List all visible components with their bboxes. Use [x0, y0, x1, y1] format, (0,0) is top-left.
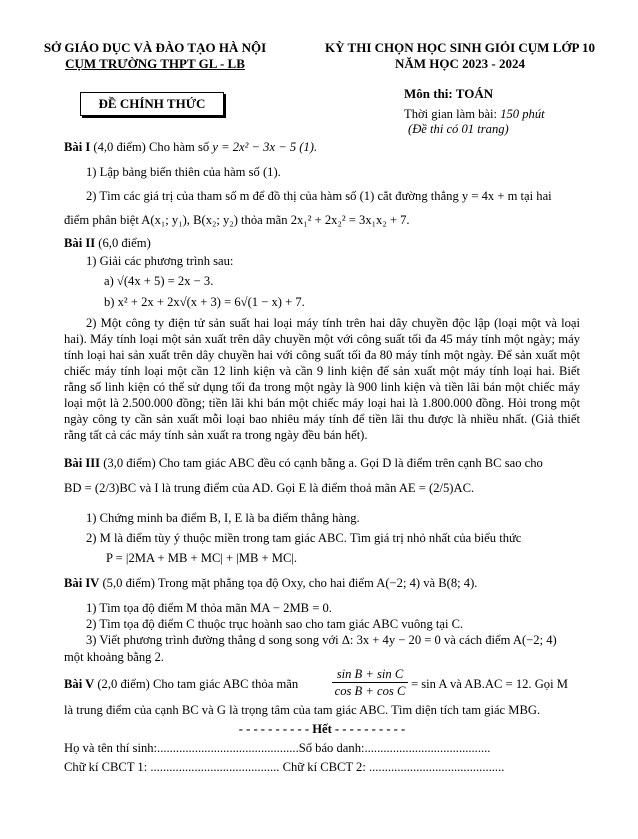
problem-4-q1: 1) Tìm tọa độ điểm M thỏa mãn MA − 2MB = 0. [86, 601, 332, 615]
problem-3-points: (3,0 điểm) Cho tam giác ABC đều có cạnh bằng a. Gọi D là điểm trên cạnh BC sao cho [100, 456, 543, 470]
page-count: (Đề thi có 01 trang) [408, 122, 509, 136]
subject: Môn thi: TOÁN [404, 86, 494, 101]
fraction-numerator: sin B + sin C [332, 667, 408, 683]
problem-1-q1: 1) Lập bảng biến thiên của hàm số (1). [86, 165, 281, 179]
problem-2-intro [64, 236, 151, 251]
signatures: Chữ kí CBCT 1: ......................................... Chữ kí CBCT 2: ........................................... [64, 760, 505, 774]
cluster-text: CỤM TRƯỜNG THPT GL - LB [65, 56, 245, 71]
problem-2-q1: 1) Giải các phương trình sau: [86, 254, 234, 268]
problem-1-points: (4,0 điểm) Cho hàm số [90, 140, 213, 154]
problem-2-qa: a) √(4x + 5) = 2x − 3. [104, 274, 214, 288]
problem-5-condition: = sin A và AB.AC = 12. Gọi M [411, 677, 568, 691]
problem-4-q3b: một khoảng bằng 2. [64, 650, 165, 664]
problem-3-condition: BD = (2/3)BC và I là trung điểm của AD. Gọi E là điểm thoả mãn AE = (2/5)AC. [64, 481, 475, 495]
candidate-info: Họ và tên thí sinh:.............................................Số báo danh:........................................ [64, 741, 491, 755]
problem-3-head: Bài III [64, 456, 101, 470]
problem-2-head: Bài II [64, 236, 96, 250]
problem-4-head: Bài IV [64, 576, 100, 590]
school-year: NĂM HỌC 2023 - 2024 [395, 56, 525, 71]
problem-3-q2a: 2) M là điểm tùy ý thuộc miền trong tam giác ABC. Tìm giá trị nhỏ nhất của biểu thức [86, 531, 522, 545]
problem-3-q2b: P = |2MA + MB + MC| + |MB + MC|. [106, 551, 298, 565]
problem-2-qb: b) x² + 2x + 2x√(x + 3) = 6√(1 − x) + 7. [104, 295, 305, 309]
problem-3-q1: 1) Chứng minh ba điểm B, I, E là ba điểm thẳng hàng. [86, 511, 360, 525]
problem-2-points: (6,0 điểm) [95, 236, 151, 250]
problem-5-points: (2,0 điểm) Cho tam giác ABC thỏa mãn [94, 677, 299, 691]
problem-1-head: Bài I [64, 140, 91, 154]
problem-1-q2a: 2) Tìm các giá trị của tham số m để đồ thị của hàm số (1) cắt đường thẳng y = 4x + m tại hai [86, 189, 552, 203]
problem-1-function: y = 2x² − 3x − 5 (1). [212, 140, 318, 154]
exam-title: KỲ THI CHỌN HỌC SINH GIỎI CỤM LỚP 10 [325, 40, 595, 55]
time-info [404, 107, 545, 122]
problem-5-line2: là trung điểm của cạnh BC và G là trọng tâm của tam giác ABC. Tìm diện tích tam giác MBG. [64, 703, 541, 717]
official-stamp: ĐỀ CHÍNH THỨC [80, 92, 224, 116]
time-value: 150 phút [500, 107, 545, 121]
problem-4-q2: 2) Tìm tọa độ điểm C thuộc trục hoành sao cho tam giác ABC vuông tại C. [86, 617, 464, 631]
problem-1-q2b: điểm phân biệt A(x₁; y₁), B(x₂; y₂) thỏa mãn 2x₁² + 2x₂² = 3x₁x₂ + 7. [64, 213, 410, 227]
problem-5-intro [64, 677, 298, 692]
time-label: Thời gian làm bài: [404, 107, 501, 121]
dept-name: SỞ GIÁO DỤC VÀ ĐÀO TẠO HÀ NỘI [43, 40, 267, 55]
problem-1-intro [64, 140, 317, 155]
cluster-name [30, 56, 280, 72]
problem-4-intro [64, 576, 477, 591]
end-marker: - - - - - - - - - - Hết - - - - - - - - - - [238, 722, 406, 736]
problem-5-head: Bài V [64, 677, 95, 691]
problem-3-intro [64, 456, 543, 471]
problem-4-q3a: 3) Viết phương trình đường thẳng d song song với Δ: 3x + 4y − 20 = 0 và cách điểm A(−2; 4) [86, 633, 557, 647]
problem-2-q2: 2) Một công ty điện tử sản suất hai loại máy tính trên hai dây chuyền độc lập (loại một và loại hai). Máy tính loại một sản xuất trên dây chuyền một với công suất tối đa 45 máy tính một ngày; máy tính loại hai sản xuất trên dây chuyền hai với công suất tối đa 80 máy tính một ngày. Để sản xuất một chiếc máy tính loại một cần 12 linh kiện và cần 9 linh kiện để sản xuất một máy tính loại hai. Biết rằng số linh kiện có thể sử dụng tối đa trong một ngày là 900 linh kiện và tiền lãi bán một chiếc máy loại một là 2.500.000 đồng; tiền lãi khi bán một chiếc máy loại hai là 1.800.000 đồng. Hỏi trong một ngày công ty cần sản xuất mỗi loại bao nhiêu máy tính để tiền lãi thu được là nhiều nhất. (Giả thiết rằng tất cả các máy tính sản xuất ra trong ngày đều bán hết). [64, 316, 580, 442]
fraction-denominator: cos B + cos C [334, 684, 406, 698]
problem-4-points: (5,0 điểm) Trong mặt phẳng tọa độ Oxy, cho hai điểm A(−2; 4) và B(8; 4). [99, 576, 478, 590]
